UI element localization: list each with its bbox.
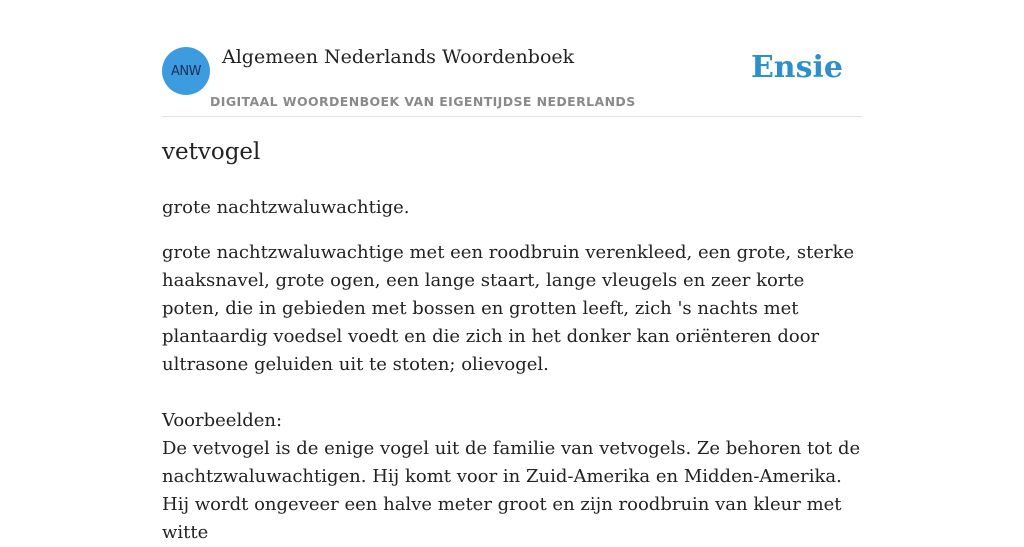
anw-logo[interactable] xyxy=(162,47,210,95)
example-text: De vetvogel is de enige vogel uit de familie van vetvogels. Ze behoren tot de nachtzwaluwachtigen. Hij komt voor in Zuid-Amerika en Midden-Amerika. Hij wordt ongeveer een halve meter groot en zijn roodbruin van kleur met witte xyxy=(162,438,861,543)
site-subtitle: DIGITAAL WOORDENBOEK VAN EIGENTIJDSE NEDERLANDS xyxy=(210,94,636,109)
ensie-brand-link[interactable]: Ensie xyxy=(750,50,843,85)
short-definition: grote nachtzwaluwachtige. xyxy=(162,197,410,218)
logo-text: ANW xyxy=(171,63,201,79)
page-container xyxy=(162,0,862,543)
examples-label: Voorbeelden: xyxy=(162,410,283,431)
examples-section xyxy=(162,407,862,547)
entry-word: vetvogel xyxy=(162,139,261,165)
long-definition: grote nachtzwaluwachtige met een roodbruin verenkleed, een grote, sterke haaksnavel, grote ogen, een lange staart, lange vleugels en zeer korte poten, die in gebieden met bossen en grotten leeft, zich 's nachts met plantaardig voedsel voedt en die zich in het donker kan oriënteren door ultrasone geluiden uit te stoten; olievogel. xyxy=(162,242,855,375)
site-header xyxy=(162,0,862,117)
site-title[interactable]: Algemeen Nederlands Woordenboek xyxy=(222,46,575,68)
